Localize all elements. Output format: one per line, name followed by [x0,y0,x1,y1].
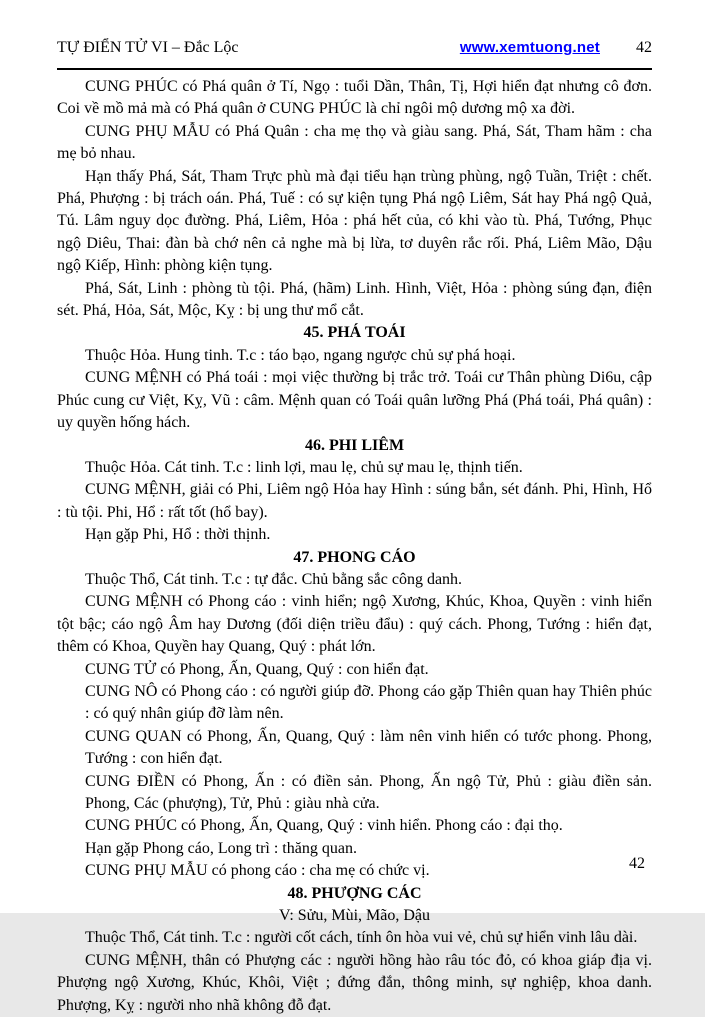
paragraph-han-thay-pha-sat: Hạn thấy Phá, Sát, Tham Trực phù mà đại tiểu hạn trùng phùng, ngộ Tuần, Triệt : chết. Phá, Phượng : bị trách oán. Phá, Tuế : có sự kiện tụng Phá ngộ Liêm, Sát hay Phá ngộ Quả, Tú. Lâm nguy dọc đường. Phá, Liêm, Hỏa : phá hết của, có khi vào tù. Phá, Tướng, Phục ngộ Diêu, Thai: đàn bà chớ nên cả nghe mà bị lừa, tơ duyên rắc rối. Phá, Liêm Mão, Dậu ngộ Kiếp, Hình: phòng kiện tụng. [57,167,652,275]
section-heading-46-phi-liem: 46. PHI LIÊM [304,436,405,454]
paragraph-cung-menh-pha-toai: CUNG MỆNH có Phá toái : mọi việc thường bị trắc trở. Toái cư Thân phùng Di6u, cập Phúc cung cư Việt, Kỵ, Vũ : câm. Mệnh quan có Toái quân lưỡng Phá (Phá toái, Phá quân) : uy quyền hống hách. [57,369,652,432]
paragraph-thuoc-tho-phuong-cac: Thuộc Thổ, Cát tinh. T.c : người cốt cách, tính ôn hòa vui vẻ, chủ sự hiển vinh lâu dài. [85,929,638,947]
paragraph-cung-tu-phong: CUNG TỬ có Phong, Ấn, Quang, Quý : con hiển đạt. [85,660,429,678]
paragraph-cung-no-phong-cao: CUNG NÔ có Phong cáo : có người giúp đỡ. Phong cáo gặp Thiên quan hay Thiên phúc : có quý nhân giúp đỡ làm nên. [85,682,652,723]
document-title: TỰ ĐIỂN TỬ VI – Đắc Lộc [57,39,239,56]
paragraph-cung-phuc-phong: CUNG PHÚC có Phong, Ấn, Quang, Quý : vinh hiển. Phong cáo : đại thọ. [85,817,563,835]
header-divider [57,68,652,70]
website-link[interactable]: www.xemtuong.net [459,39,600,56]
section-heading-45-pha-toai: 45. PHÁ TOÁI [303,324,406,342]
header-page-number: 42 [636,39,652,56]
paragraph-thuoc-hoa-hung-tinh: Thuộc Hỏa. Hung tinh. T.c : táo bạo, ngang ngược chủ sự phá hoại. [85,346,516,364]
header-right-group [460,38,652,58]
paragraph-thuoc-tho-cat-tinh: Thuộc Thổ, Cát tinh. T.c : tự đắc. Chủ bằng sắc công danh. [85,570,463,588]
page-header [57,38,652,58]
paragraph-cung-menh-phong-cao: CUNG MỆNH có Phong cáo : vinh hiển; ngộ Xương, Khúc, Khoa, Quyền : vinh hiển tột bậc; cáo ngộ Âm hay Dương (đối diện triều đẩu) : quý cách. Phong, Tướng : hiển đạt, thêm có Khoa, Quyền hay Quang, Quý : phát lớn. [57,593,652,656]
subheading-vi-tri-phuong-cac: V: Sửu, Mùi, Mão, Dậu [278,907,431,925]
paragraph-cung-menh-phi-liem: CUNG MỆNH, giải có Phi, Liêm ngộ Hỏa hay Hình : súng bắn, sét đánh. Phi, Hình, Hổ : tù tội. Phi, Hổ : rất tốt (hổ bay). [57,481,652,521]
paragraph-han-gap-phi-ho: Hạn gặp Phi, Hổ : thời thịnh. [85,526,271,544]
paragraph-cung-phu-mau-pha-quan: CUNG PHỤ MẪU có Phá Quân : cha mẹ thọ và giàu sang. Phá, Sát, Tham hãm : cha mẹ bỏ nhau. [57,122,652,163]
paragraph-thuoc-hoa-cat-tinh: Thuộc Hỏa. Cát tinh. T.c : linh lợi, mau lẹ, chủ sự mau lẹ, thịnh tiến. [85,458,523,476]
paragraph-pha-sat-linh: Phá, Sát, Linh : phòng tù tội. Phá, (hãm) Linh. Hình, Việt, Hỏa : phòng súng đạn, điện sét. Phá, Hỏa, Sát, Mộc, Kỵ : bị ung thư mổ cắt. [57,279,652,320]
document-body [57,76,652,1017]
section-heading-47-phong-cao: 47. PHONG CÁO [293,548,416,566]
paragraph-cung-phu-mau-phong-cao: CUNG PHỤ MẪU có phong cáo : cha mẹ có chức vị. [85,862,430,880]
paragraph-cung-phuc-pha-quan: CUNG PHÚC có Phá quân ở Tí, Ngọ : tuổi Dần, Thân, Tị, Hợi hiển đạt nhưng cô đơn. Coi về mồ mả mà có Phá quân ở CUNG PHÚC là chỉ ngôi mộ dương mộ xa đời. [57,78,652,118]
paragraph-cung-quan-phong: CUNG QUAN có Phong, Ấn, Quang, Quý : làm nên vinh hiển có tước phong. Phong, Tướng : con hiển đạt. [85,727,652,768]
paragraph-cung-dien-phong: CUNG ĐIỀN có Phong, Ấn : có điền sản. Phong, Ấn ngộ Tử, Phủ : giàu điền sản. Phong, Các (phượng), Tử, Phủ : giàu nhà cửa. [85,772,652,812]
paragraph-cung-menh-phuong-cac: CUNG MỆNH, thân có Phượng các : người hồng hào râu tóc đỏ, có khoa giáp địa vị. Phượng ngộ Xương, Khúc, Khôi, Việt ; đứng đắn, thông minh, sự nghiệp, khoa danh. Phượng, Kỵ : người nho nhã không đỗ đạt. [57,951,652,1014]
footer-page-number: 42 [629,855,645,872]
section-heading-48-phuong-cac: 48. PHƯỢNG CÁC [287,884,422,902]
paragraph-han-gap-phong-cao: Hạn gặp Phong cáo, Long trì : thăng quan. [85,839,357,857]
